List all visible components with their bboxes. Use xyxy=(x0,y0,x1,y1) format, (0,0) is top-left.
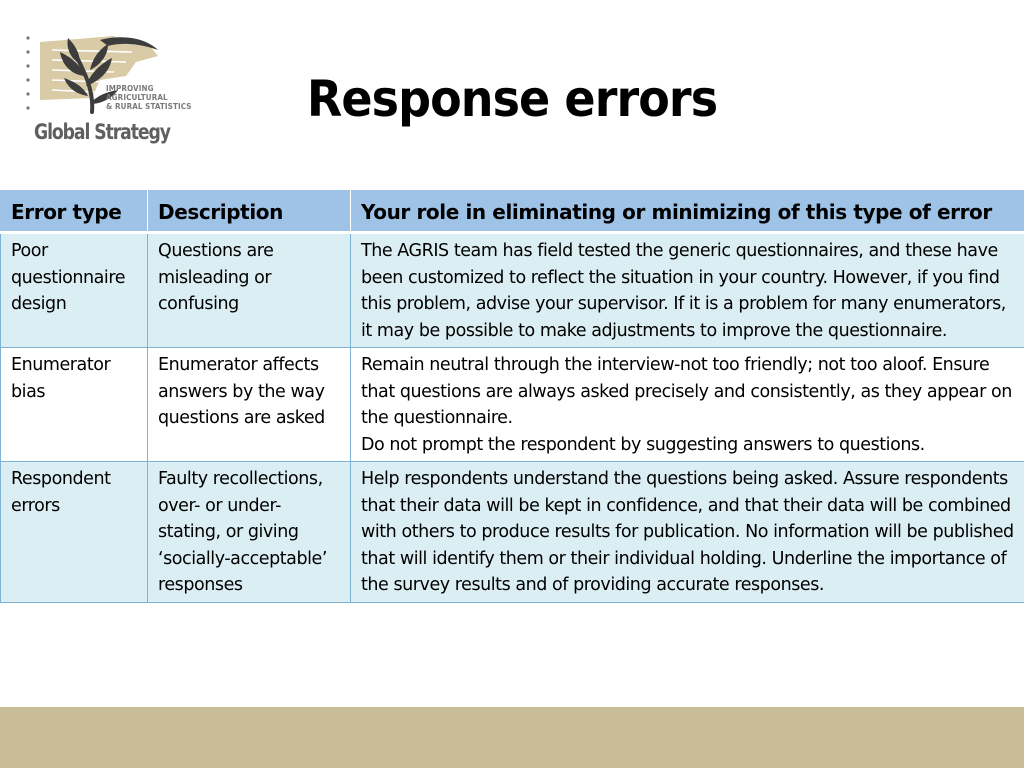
footer-band xyxy=(0,707,1024,768)
cell-error-type: Enumerator bias xyxy=(1,348,148,462)
table-row xyxy=(1,348,1024,462)
table-header-row xyxy=(1,190,1024,233)
header-your-role: Your role in eliminating or minimizing of this type of error xyxy=(351,190,1024,233)
page-title: Response errors xyxy=(306,70,718,128)
table-row xyxy=(1,462,1024,603)
table-row xyxy=(1,233,1024,348)
cell-error-type: Respondent errors xyxy=(1,462,148,603)
cell-role xyxy=(351,348,1024,462)
role-text-extra: Do not prompt the respondent by suggesting answers to questions. xyxy=(361,434,925,455)
cell-role: The AGRIS team has field tested the generic questionnaires, and these have been customized to reflect the situation in your country. However, if you find this problem, advise your supervisor. If it is a problem for many enumerators, it may be possible to make adjustments to improve the questionnaire. xyxy=(351,233,1024,348)
role-text: Remain neutral through the interview-not too friendly; not too aloof. Ensure that questions are always asked precisely and consistently, as they appear on the questionnaire. xyxy=(361,355,1012,428)
logo-wordmark: Global Strategy xyxy=(34,120,170,144)
cell-description: Questions are misleading or confusing xyxy=(148,233,351,348)
header-description: Description xyxy=(148,190,351,233)
cell-error-type: Poor questionnaire design xyxy=(1,233,148,348)
response-errors-table xyxy=(0,190,1024,603)
logo-tagline: IMPROVING AGRICULTURAL & RURAL STATISTICS xyxy=(106,84,192,111)
cell-role: Help respondents understand the questions being asked. Assure respondents that their data will be kept in confidence, and that their data will be combined with others to produce results for publication. No information will be published that will identify them or their individual holding. Underline the importance of the survey results and of providing accurate responses. xyxy=(351,462,1024,603)
header-error-type: Error type xyxy=(1,190,148,233)
cell-description: Faulty recollections, over- or under-stating, or giving ‘socially-acceptable’ responses xyxy=(148,462,351,603)
cell-description: Enumerator affects answers by the way questions are asked xyxy=(148,348,351,462)
